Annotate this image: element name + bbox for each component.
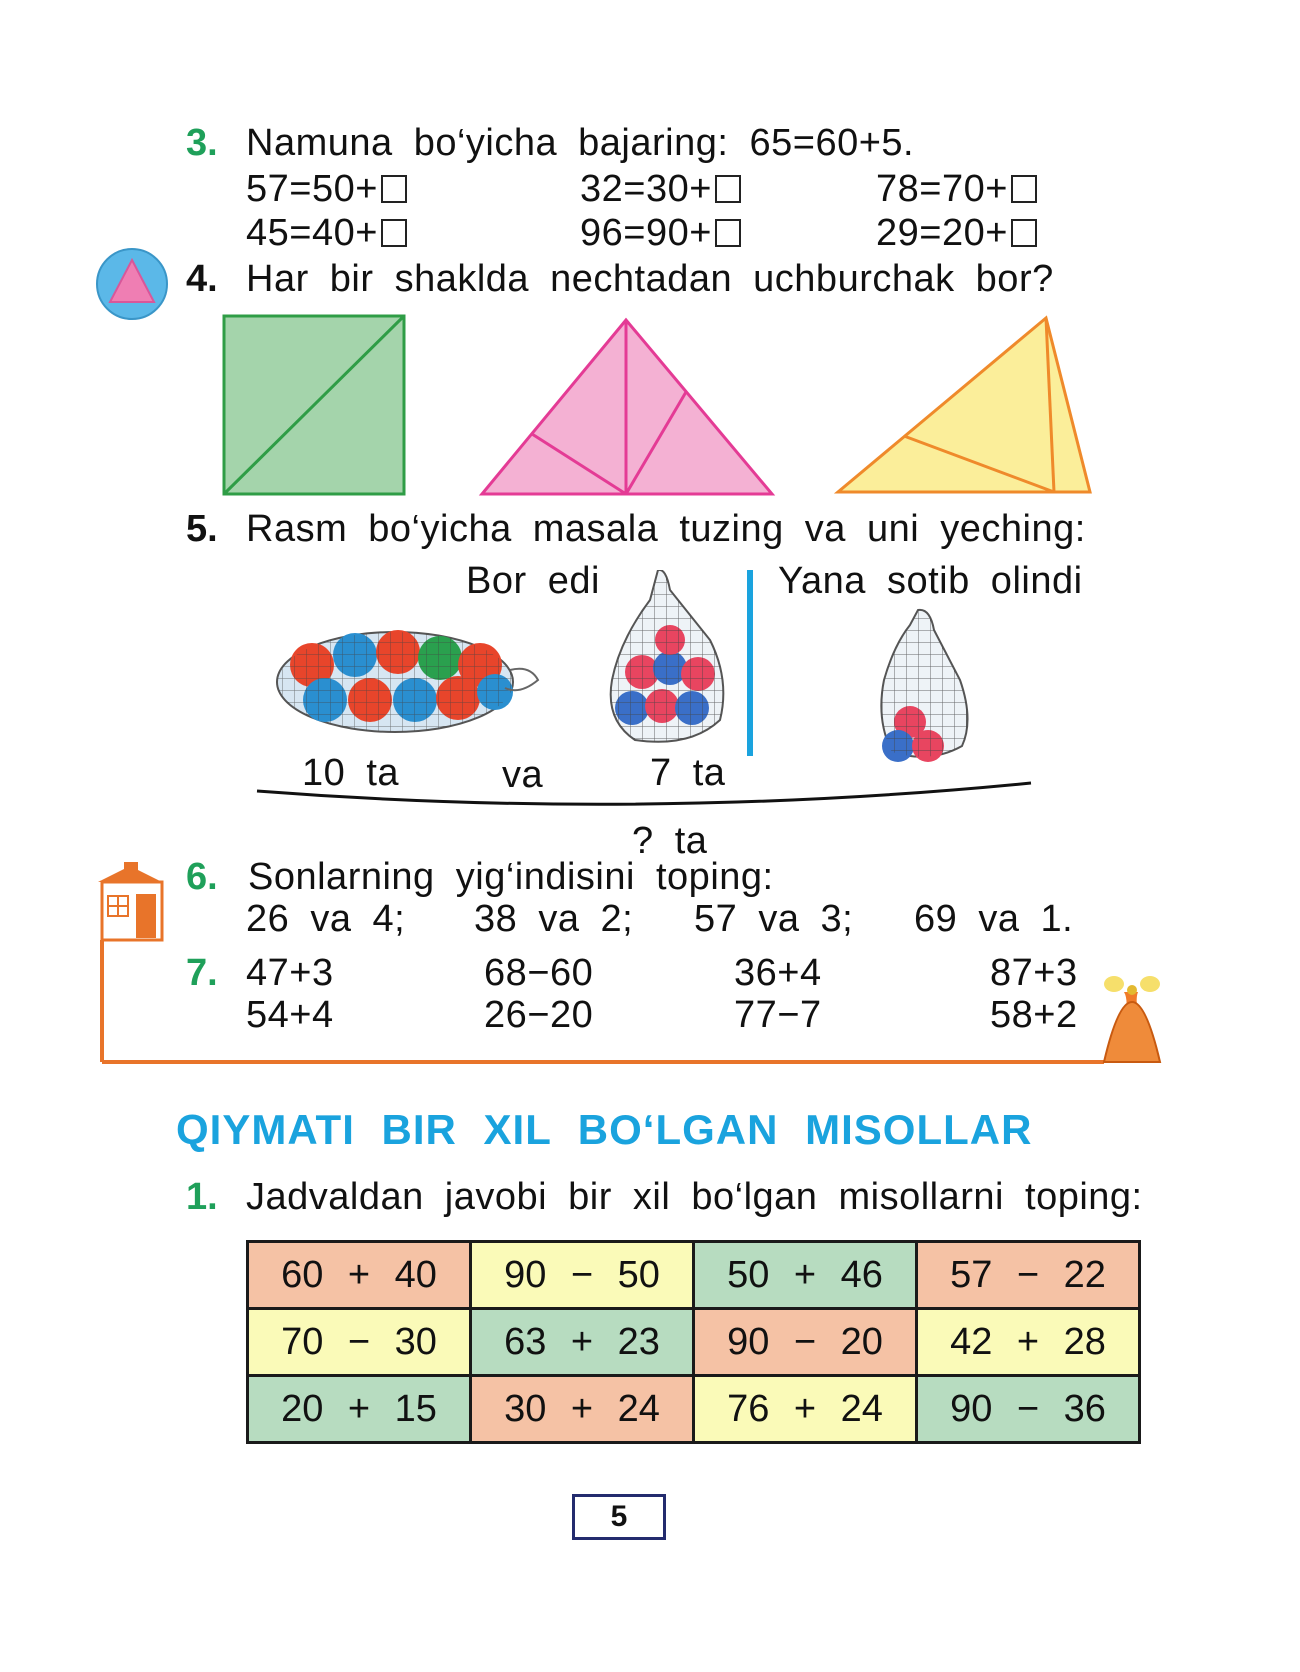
table-cell[interactable]: 70 − 30 [248, 1309, 471, 1376]
bell-icon [1104, 976, 1160, 1062]
table-cell[interactable]: 42 + 28 [917, 1309, 1140, 1376]
exercise-3-instruction: Namuna bo‘yicha bajaring: 65=60+5. [246, 122, 915, 164]
exercise-5-number: 5. [186, 508, 218, 550]
table-cell[interactable]: 90 − 50 [471, 1242, 694, 1309]
exercise-3-item: 57=50+ [246, 168, 407, 211]
exercise-5-instruction: Rasm bo‘yicha masala tuzing va uni yeching: [246, 508, 1086, 550]
expressions-table [246, 1240, 1141, 1444]
answer-box[interactable] [1011, 219, 1037, 247]
count-a: 10 ta [302, 752, 400, 794]
triangle-shapes [220, 312, 1100, 502]
table-cell[interactable]: 57 − 22 [917, 1242, 1140, 1309]
total-brace [255, 775, 1035, 815]
exercise-7-item: 68−60 [484, 952, 594, 994]
exercise-3-item: 32=30+ [580, 168, 741, 211]
exercise-3-number: 3. [186, 122, 218, 164]
pink-triangle-shape [482, 320, 772, 494]
exercise-3-item: 29=20+ [876, 212, 1037, 255]
exercise-1-number: 1. [186, 1176, 218, 1218]
answer-box[interactable] [1011, 175, 1037, 203]
bought-ball-bag-icon [881, 610, 967, 762]
table-cell[interactable]: 63 + 23 [471, 1309, 694, 1376]
table-cell[interactable]: 90 − 36 [917, 1376, 1140, 1443]
page-number: 5 [572, 1494, 666, 1540]
exercise-7-number: 7. [186, 952, 218, 994]
answer-box[interactable] [381, 175, 407, 203]
total-unknown: ? ta [632, 820, 708, 862]
exercise-6-item: 26 va 4; [246, 898, 406, 940]
big-ball-bag-icon [277, 630, 538, 732]
label-bought: Yana sotib olindi [778, 560, 1083, 602]
triangle-badge-icon [94, 246, 172, 324]
section-title: QIYMATI BIR XIL BO‘LGAN MISOLLAR [176, 1106, 1033, 1153]
table-cell[interactable]: 50 + 46 [694, 1242, 917, 1309]
exercise-3-item: 45=40+ [246, 212, 407, 255]
exercise-7-item: 58+2 [990, 994, 1078, 1036]
table-cell[interactable]: 90 − 20 [694, 1309, 917, 1376]
exercise-1-instruction: Jadvaldan javobi bir xil bo‘lgan misollarni toping: [246, 1176, 1143, 1218]
exercise-4-number: 4. [186, 258, 218, 300]
exercise-3-item: 96=90+ [580, 212, 741, 255]
exercise-6-instruction: Sonlarning yig‘indisini toping: [248, 856, 774, 898]
exercise-6-item: 69 va 1. [914, 898, 1074, 940]
count-b: 7 ta [650, 752, 726, 794]
small-ball-bag-icon [611, 570, 724, 742]
table-row [248, 1309, 1140, 1376]
table-row [248, 1376, 1140, 1443]
table-cell[interactable]: 30 + 24 [471, 1376, 694, 1443]
exercise-7-item: 77−7 [734, 994, 822, 1036]
exercise-7-item: 87+3 [990, 952, 1078, 994]
yellow-triangle-shape [838, 318, 1090, 492]
exercise-6-item: 57 va 3; [694, 898, 854, 940]
answer-box[interactable] [381, 219, 407, 247]
exercise-4-question: Har bir shaklda nechtadan uchburchak bor? [246, 258, 1054, 300]
exercise-7-item: 54+4 [246, 994, 334, 1036]
answer-box[interactable] [715, 219, 741, 247]
table-row [248, 1242, 1140, 1309]
exercise-7-item: 36+4 [734, 952, 822, 994]
exercise-6-number: 6. [186, 856, 218, 898]
exercise-6-item: 38 va 2; [474, 898, 634, 940]
exercise-3-item: 78=70+ [876, 168, 1037, 211]
house-icon [98, 862, 162, 940]
table-cell[interactable]: 60 + 40 [248, 1242, 471, 1309]
table-cell[interactable]: 76 + 24 [694, 1376, 917, 1443]
square-shape [224, 316, 404, 494]
exercise-7-item: 26−20 [484, 994, 594, 1036]
answer-box[interactable] [715, 175, 741, 203]
label-had: Bor edi [466, 560, 600, 602]
exercise-7-item: 47+3 [246, 952, 334, 994]
conjunction-va: va [502, 754, 544, 796]
table-cell[interactable]: 20 + 15 [248, 1376, 471, 1443]
